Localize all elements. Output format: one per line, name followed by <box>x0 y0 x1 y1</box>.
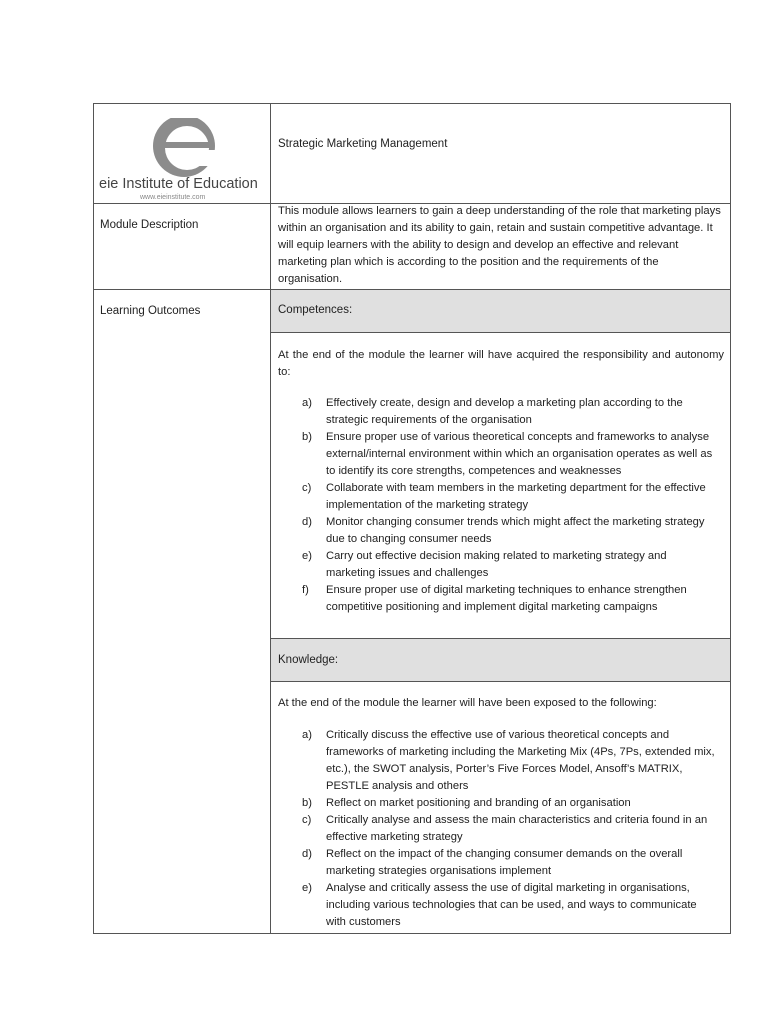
logo-e-mark-icon <box>153 118 226 177</box>
logo-url: www.eieinstitute.com <box>140 194 206 201</box>
list-item-marker: a) <box>302 729 312 741</box>
module-table <box>93 103 731 934</box>
list-item-text: Ensure proper use of various theoretical concepts and frameworks to analyse external/internal environment within which an organisation operates as well as to identify its core strengths, competences and weaknesses <box>326 431 713 477</box>
knowledge-heading: Knowledge: <box>278 654 339 666</box>
row-divider <box>271 681 730 682</box>
logo-cell <box>94 104 270 203</box>
list-item-marker: d) <box>302 848 312 860</box>
list-item <box>278 395 718 429</box>
module-description-label: Module Description <box>100 219 199 231</box>
list-item-marker: f) <box>302 584 309 596</box>
list-item-text: Critically analyse and assess the main characteristics and criteria found in an effective marketing strategy <box>326 814 708 843</box>
knowledge-intro: At the end of the module the learner will have been exposed to the following: <box>278 697 657 709</box>
list-item <box>278 514 718 548</box>
module-description-text: This module allows learners to gain a deep understanding of the role that marketing plays within an organisation and its ability to gain, retain and sustain competitive advantage. It will equip learners with the ability to design and develop an effective and relevant marketing plan which is according to the position and the requirements of the organisation. <box>278 205 721 285</box>
list-item-marker: d) <box>302 516 312 528</box>
list-item-text: Analyse and critically assess the use of digital marketing in organisations, including various technologies that can be used, and ways to communicate with customers <box>326 882 697 928</box>
list-item-marker: e) <box>302 882 312 894</box>
competences-intro: At the end of the module the learner will have acquired the responsibility and autonomy to: <box>278 349 724 378</box>
learning-outcomes-label: Learning Outcomes <box>100 305 201 317</box>
row-divider <box>271 332 730 333</box>
list-item-marker: a) <box>302 397 312 409</box>
list-item-marker: b) <box>302 431 312 443</box>
list-item-marker: b) <box>302 797 312 809</box>
list-item-text: Reflect on market positioning and branding of an organisation <box>326 797 631 809</box>
list-item <box>278 727 718 795</box>
list-item-text: Ensure proper use of digital marketing techniques to enhance strengthen competitive positioning and implement digital marketing campaigns <box>326 584 687 613</box>
list-item <box>278 846 718 880</box>
list-item <box>278 582 718 616</box>
list-item <box>278 429 718 480</box>
list-item-marker: c) <box>302 482 312 494</box>
column-divider <box>270 104 271 933</box>
list-item-text: Effectively create, design and develop a marketing plan according to the strategic requirements of the organisation <box>326 397 683 426</box>
list-item-text: Monitor changing consumer trends which might affect the marketing strategy due to changing consumer needs <box>326 516 705 545</box>
list-item-marker: c) <box>302 814 312 826</box>
competences-heading: Competences: <box>278 304 353 316</box>
list-item <box>278 812 718 846</box>
list-item <box>278 880 718 931</box>
list-item <box>278 795 718 812</box>
list-item-text: Carry out effective decision making related to marketing strategy and marketing issues and challenges <box>326 550 667 579</box>
module-title: Strategic Marketing Management <box>278 138 448 150</box>
list-item-text: Reflect on the impact of the changing consumer demands on the overall marketing strategies organisations implement <box>326 848 683 877</box>
list-item-text: Collaborate with team members in the marketing department for the effective implementation of the marketing strategy <box>326 482 706 511</box>
logo-wordmark: eie Institute of Education <box>99 176 258 192</box>
list-item-text: Critically discuss the effective use of various theoretical concepts and frameworks of marketing including the Marketing Mix (4Ps, 7Ps, extended mix, etc.), the SWOT analysis, Porter’s Five Forces Model, Ansoff’s MATRIX, PESTLE analysis and others <box>326 729 715 792</box>
competences-list <box>278 395 718 616</box>
list-item-marker: e) <box>302 550 312 562</box>
list-item <box>278 480 718 514</box>
list-item <box>278 548 718 582</box>
knowledge-list <box>278 727 718 931</box>
